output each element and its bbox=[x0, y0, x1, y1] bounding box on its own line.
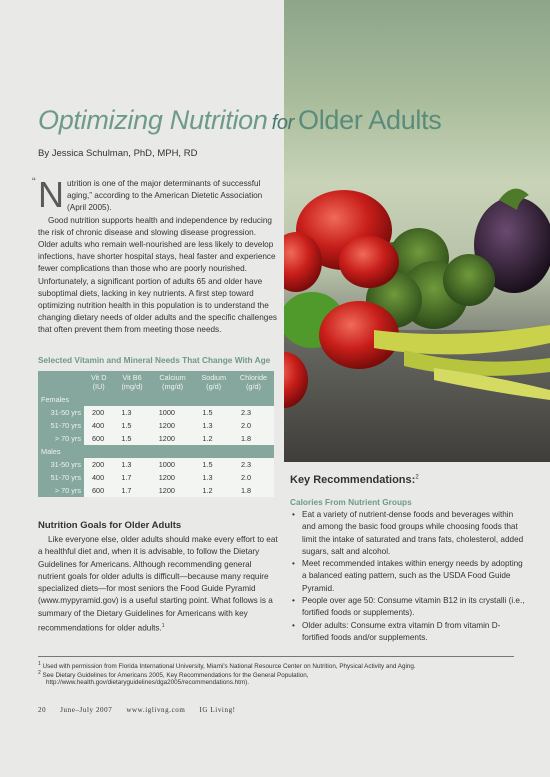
cell: 200 bbox=[84, 406, 113, 419]
key-recs-title: Key Recommendations: bbox=[290, 474, 416, 486]
cell: 2.3 bbox=[233, 406, 274, 419]
group-row-males bbox=[38, 445, 274, 458]
cell: 400 bbox=[84, 471, 113, 484]
cell: 2.3 bbox=[233, 458, 274, 471]
table-row bbox=[38, 471, 274, 484]
cell: 1.5 bbox=[113, 419, 150, 432]
footnote-2-url[interactable]: http://www.health.gov/dietaryguidelines/dga2005/recommendations.htm). bbox=[46, 679, 250, 686]
table-header-row bbox=[38, 371, 274, 393]
goals-text: Like everyone else, older adults should make every effort to eat a healthful diet and, when it is advisable, to follow the Dietary Guidelines for Americans. Although recommending general nutrient goals for older adults is difficult—because many require specialized diets—for most seniors the Food Guide Pyramid (www.mypyramid.gov) is a useful starting point. What follows is a summary of the Dietary Guidelines for Americans with key recommendations for older adults. bbox=[38, 535, 278, 633]
vegetables-illustration bbox=[284, 0, 550, 462]
magazine-name: IG Living! bbox=[199, 706, 236, 714]
vegetables-photo bbox=[284, 0, 550, 462]
cell: 1.2 bbox=[194, 484, 233, 497]
table-heading: Selected Vitamin and Mineral Needs That Change With Age bbox=[38, 355, 271, 365]
row-label: 51-70 yrs bbox=[38, 419, 84, 432]
cell: 1.8 bbox=[233, 484, 274, 497]
cell: 1.7 bbox=[113, 471, 150, 484]
cell: 1.5 bbox=[194, 458, 233, 471]
byline: By Jessica Schulman, PhD, MPH, RD bbox=[38, 148, 198, 159]
title-part-1: Optimizing Nutrition bbox=[38, 105, 268, 135]
col-header: Sodium (g/d) bbox=[194, 371, 233, 393]
issue-date: June–July 2007 bbox=[60, 706, 113, 714]
cell: 1000 bbox=[151, 406, 195, 419]
footnote-divider bbox=[38, 656, 514, 657]
footnote-2-number: 2 bbox=[38, 670, 41, 676]
cell: 1.5 bbox=[113, 432, 150, 445]
cell: 2.0 bbox=[233, 471, 274, 484]
intro-paragraph-1: utrition is one of the major determinants of successful aging,” according to the American Dietetic Association (April 2005). bbox=[67, 179, 263, 213]
cell: 1.3 bbox=[194, 471, 233, 484]
footnote-1-text: Used with permission from Florida International University, Miami's National Resource Center on Nutrition, Physical Activity and Aging. bbox=[42, 663, 416, 671]
table-row bbox=[38, 419, 274, 432]
col-header: Chloride (g/d) bbox=[233, 371, 274, 393]
cell: 1.3 bbox=[194, 419, 233, 432]
list-item: • Meet recommended intakes within energy needs by adopting a balanced eating pattern, such as the USDA Food Guide Pyramid. bbox=[290, 558, 526, 595]
cell: 600 bbox=[84, 484, 113, 497]
title-part-2: for bbox=[271, 112, 295, 134]
article-title bbox=[38, 105, 442, 136]
cell: 1.5 bbox=[194, 406, 233, 419]
key-recommendations-heading bbox=[290, 474, 419, 486]
open-quote: “ bbox=[32, 176, 36, 188]
row-label: > 70 yrs bbox=[38, 484, 84, 497]
cell: 2.0 bbox=[233, 419, 274, 432]
col-header: Calcium (mg/d) bbox=[151, 371, 195, 393]
cell: 600 bbox=[84, 432, 113, 445]
cell: 1000 bbox=[151, 458, 195, 471]
key-recs-footnote-ref: 2 bbox=[415, 474, 419, 481]
goals-footnote-ref: 1 bbox=[161, 623, 165, 630]
calories-subheading: Calories From Nutrient Groups bbox=[290, 497, 412, 507]
cell: 1200 bbox=[151, 432, 195, 445]
intro-paragraph-2: Good nutrition supports health and independence by reducing the risk of chronic disease and slowing disease progression. Older adults who remain well-nourished are less likely to develop infections, have shorter hospital stays, heal faster and experience fewer complications than those who are poorly nourished. Unfortunately, a significant portion of adults 65 and older have suboptimal diets, lacking in key nutrients. A first step toward optimizing nutrition health in this population is to understand the changing dietary needs of older adults and the specific challenges that often prevent them from meeting those needs. bbox=[38, 215, 277, 335]
row-label: 31-50 yrs bbox=[38, 458, 84, 471]
cell: 1200 bbox=[151, 471, 195, 484]
nutrient-table bbox=[38, 371, 274, 497]
table-row bbox=[38, 484, 274, 497]
table-row bbox=[38, 432, 274, 445]
page-number: 20 bbox=[38, 706, 47, 714]
cell: 1.7 bbox=[113, 484, 150, 497]
list-item: • Eat a variety of nutrient-dense foods and beverages within and among the basic food groups while choosing foods that limit the intake of saturated and trans fats, cholesterol, added sugars, salt and alcohol. bbox=[290, 509, 526, 558]
col-header: Vit B6 (mg/d) bbox=[113, 371, 150, 393]
title-part-3: Older Adults bbox=[298, 105, 442, 135]
footnote-2-text: See Dietary Guidelines for Americans 2005, Key Recommendations for the General Population, bbox=[42, 672, 309, 680]
list-item: • People over age 50: Consume vitamin B12 in its crystalli (i.e., fortified foods or supplements). bbox=[290, 595, 526, 620]
group-label: Males bbox=[38, 445, 84, 458]
row-label: 51-70 yrs bbox=[38, 471, 84, 484]
cell: 1200 bbox=[151, 484, 195, 497]
row-label: > 70 yrs bbox=[38, 432, 84, 445]
cell: 400 bbox=[84, 419, 113, 432]
table-row bbox=[38, 406, 274, 419]
cell: 1.3 bbox=[113, 458, 150, 471]
recommendations-list bbox=[290, 509, 526, 644]
cell: 200 bbox=[84, 458, 113, 471]
col-header: Vit D (IU) bbox=[84, 371, 113, 393]
table-row bbox=[38, 458, 274, 471]
drop-cap: N bbox=[38, 174, 64, 215]
group-label: Females bbox=[38, 393, 84, 406]
group-row-females bbox=[38, 393, 274, 406]
row-label: 31-50 yrs bbox=[38, 406, 84, 419]
col-header bbox=[38, 371, 84, 393]
footnote-1-number: 1 bbox=[38, 661, 41, 667]
intro-text bbox=[32, 174, 278, 337]
goals-heading: Nutrition Goals for Older Adults bbox=[38, 520, 182, 531]
page-footer bbox=[38, 706, 250, 714]
cell: 1200 bbox=[151, 419, 195, 432]
website[interactable]: www.iglivng.com bbox=[126, 706, 186, 714]
cell: 1.2 bbox=[194, 432, 233, 445]
list-item: • Older adults: Consume extra vitamin D from vitamin D-fortified foods and/or supplements. bbox=[290, 620, 526, 645]
cell: 1.8 bbox=[233, 432, 274, 445]
goals-body bbox=[38, 534, 278, 635]
cell: 1.3 bbox=[113, 406, 150, 419]
